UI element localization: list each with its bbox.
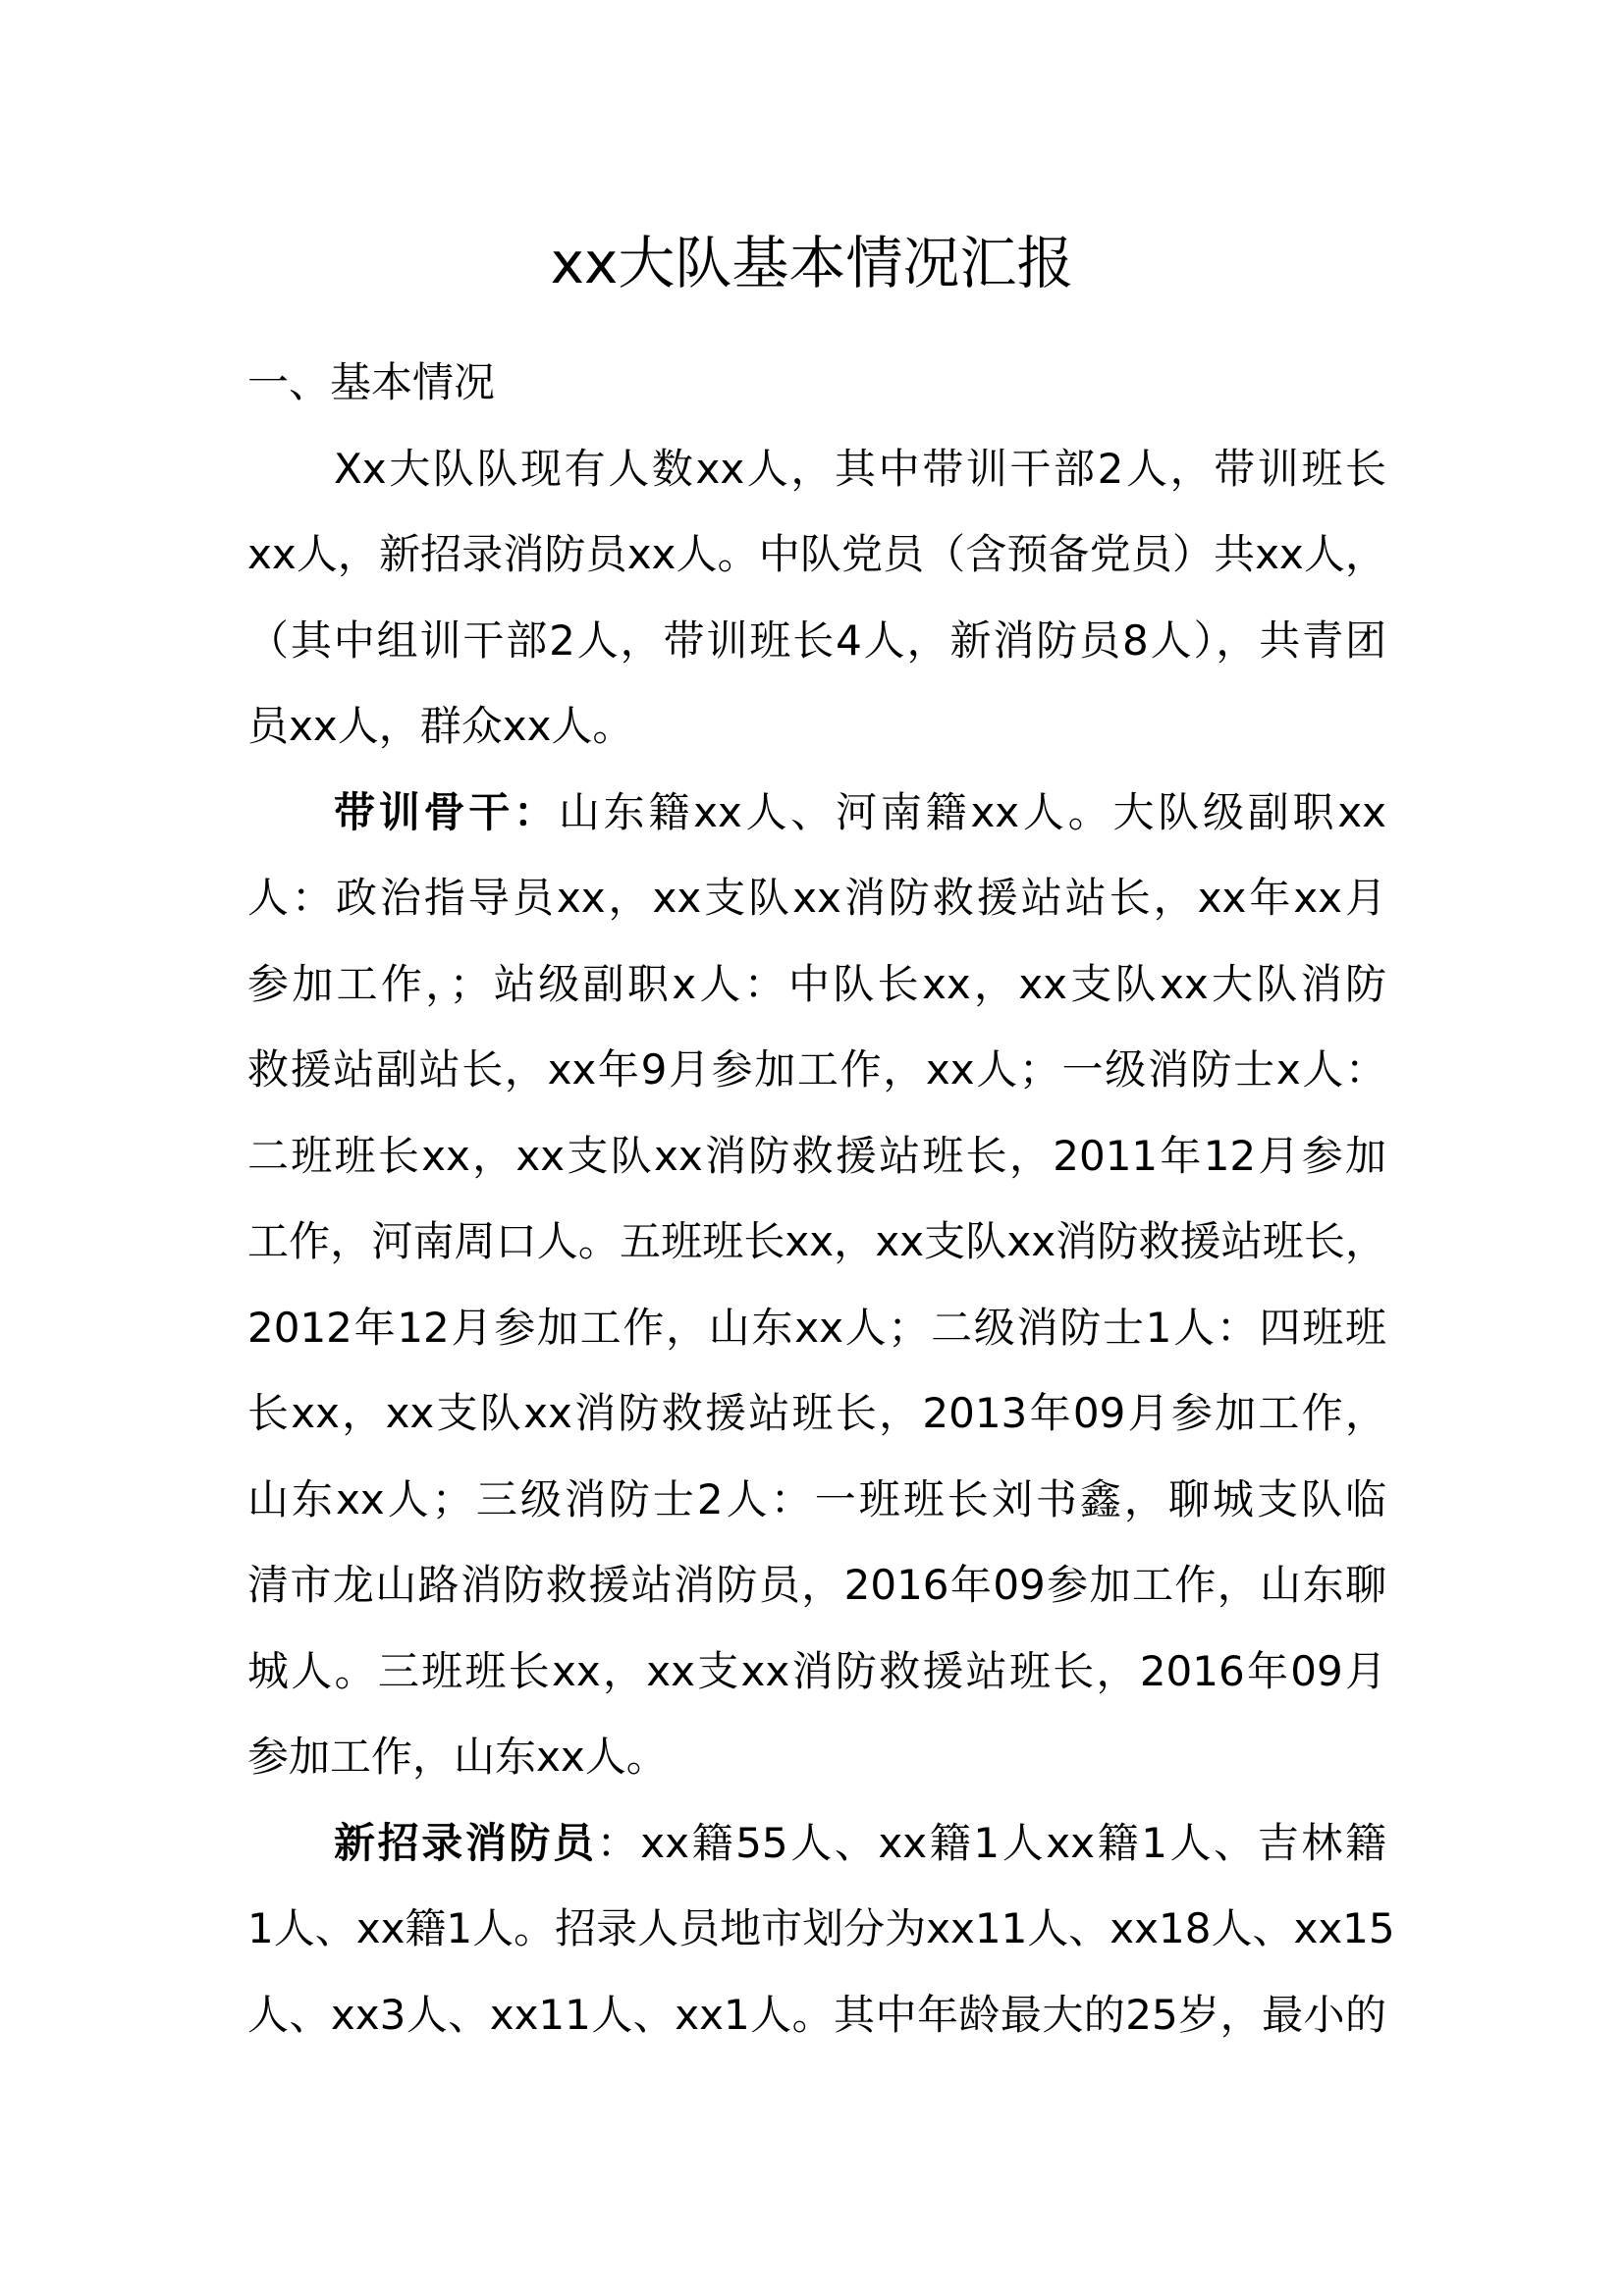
paragraphs (247, 426, 1395, 2058)
paragraph-line (247, 941, 1386, 1028)
paragraph (247, 770, 1386, 1800)
line-text: 工作，河南周口人。五班班长xx，xx支队xx消防救援站班长， (247, 1217, 1386, 1265)
line-text: 清市龙山路消防救援站消防员，2016年09参加工作，山东聊 (247, 1561, 1386, 1609)
line-text: 参加工作，；站级副职x人：中队长xx，xx支队xx大队消防 (247, 959, 1386, 1008)
section-heading: 一、基本情况 (247, 358, 496, 406)
line-text: 山东籍xx人、河南籍xx人。大队级副职xx (558, 787, 1386, 836)
paragraph-line (247, 1714, 1386, 1800)
line-text: 二班班长xx，xx支队xx消防救援站班长，2011年12月参加 (247, 1131, 1386, 1180)
paragraph-line (247, 1886, 1395, 1972)
paragraph-line (247, 1285, 1386, 1371)
paragraph-line (247, 1629, 1386, 1715)
paragraph-line (247, 598, 1386, 684)
paragraph-line (247, 1370, 1386, 1457)
line-text: 城人。三班班长xx，xx支xx消防救援站班长，2016年09月 (247, 1646, 1386, 1695)
line-text: （其中组训干部2人，带训班长4人，新消防员8人），共青团 (247, 615, 1386, 665)
line-text: 救援站副站长，xx年9月参加工作，xx人；一级消防士x人： (247, 1045, 1386, 1094)
paragraph-line (247, 770, 1386, 856)
paragraph-line (247, 1113, 1386, 1200)
line-text: 山东xx人；三级消防士2人：一班班长刘书鑫，聊城支队临 (247, 1474, 1386, 1523)
line-text: 1人、xx籍1人。招录人员地市划分为xx11人、xx18人、xx15 (247, 1904, 1395, 1952)
line-text: 员xx人，群众xx人。 (247, 702, 634, 750)
paragraph-line (247, 855, 1386, 941)
paragraph-line (247, 426, 1386, 512)
line-text: Xx大队队现有人数xx人，其中带训干部2人，带训班长 (334, 444, 1386, 493)
paragraph-line (247, 1800, 1386, 1887)
paragraph (247, 1800, 1395, 2058)
bold-lead: 带训骨干： (334, 787, 559, 836)
line-text: xx人，新招录消防员xx人。中队党员（含预备党员）共xx人， (247, 530, 1386, 578)
line-text: 2012年12月参加工作，山东xx人；二级消防士1人：四班班 (247, 1303, 1386, 1352)
paragraph-line (247, 511, 1386, 598)
paragraph (247, 426, 1386, 770)
paragraph-line (247, 1972, 1386, 2058)
line-text: ：xx籍55人、xx籍1人xx籍1人、吉林籍 (596, 1818, 1386, 1867)
line-text: 人、xx3人、xx11人、xx1人。其中年龄最大的25岁，最小的 (247, 1990, 1386, 2039)
line-text: 长xx，xx支队xx消防救援站班长，2013年09月参加工作， (247, 1389, 1386, 1437)
document-body (247, 340, 1395, 2057)
paragraph-line (247, 1027, 1386, 1113)
paragraph-line (247, 1542, 1386, 1629)
line-text: 人：政治指导员xx，xx支队xx消防救援站站长，xx年xx月 (247, 874, 1386, 922)
paragraph-line (247, 1199, 1386, 1285)
document-title: xx大队基本情况汇报 (550, 230, 1074, 296)
paragraph-line (247, 1457, 1386, 1543)
line-text: 参加工作，山东xx人。 (247, 1733, 668, 1781)
paragraph-line (247, 683, 1386, 770)
bold-lead: 新招录消防员 (334, 1818, 597, 1867)
